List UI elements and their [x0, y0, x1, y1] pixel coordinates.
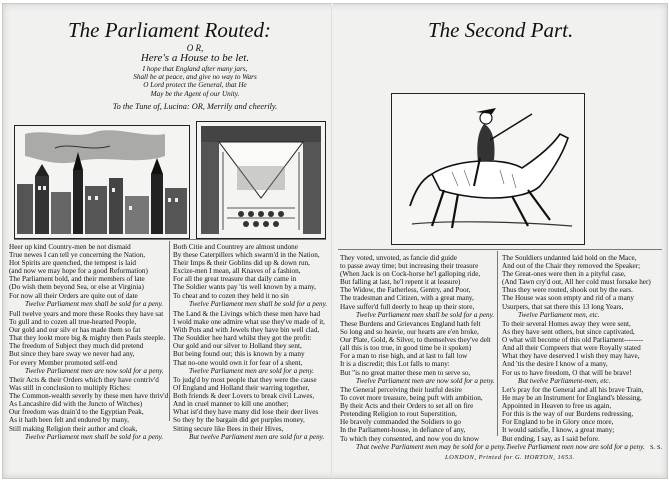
right-col1-stanza-1 [340, 254, 494, 319]
refrain: Twelve Parliament men are sold for a peny. [189, 366, 314, 375]
verse-line: For us to have freedom, O that will be brave! [502, 368, 632, 377]
verse-line: (and now we may hope for a good Reformation) [9, 267, 148, 276]
left-intro [95, 65, 295, 98]
verse-line: Hot Spirits are quenched, the tempest is laid [9, 259, 136, 268]
refrain: But twelve Parliament-men, etc. [518, 376, 611, 385]
verse-line: to passe away time; but increasing their treasure [340, 262, 479, 271]
verse-line: The Souldiers undanted laid hold on the Mace, [502, 254, 637, 262]
verse-line: Thus they were routed, shook out by the ears. [502, 286, 633, 295]
verse-line: Their Acts & their Orders which they have contriv'd [9, 376, 159, 384]
verse-line: So they by the bargain did get purples money, [173, 416, 305, 425]
refrain: Twelve Parliament men now are sold for a peny. [506, 442, 645, 451]
verse-line: As Lancashire did with the Juncto of Witches) [9, 400, 143, 409]
verse-line: (Do wish them beyond Sea, or else at Virginia) [9, 283, 144, 292]
verse-line: To which they consented, and now you do know [340, 434, 480, 443]
verse-line: Their Imps & their Goblins did up & down run, [173, 259, 310, 268]
verse-line: With Pots and with Jewels they have bin well clad, [173, 326, 320, 335]
verse-line: They voted, unvoted, as fancie did guide [340, 254, 457, 262]
intro-line: O Lord protect the General, that He [143, 81, 247, 90]
verse-line: To gull and to cozen all true-hearted People, [9, 318, 137, 327]
center-fold [331, 3, 333, 477]
verse-line: Usurpers, that sat there this 13 long Years, [502, 302, 624, 311]
intro-line: May be the Agent of our Unity. [150, 89, 240, 98]
verse-line: To cheat and to cozen they held it no sin [173, 291, 289, 300]
verse-line: For every Member promoted self-end [9, 358, 118, 367]
verse-line: What ist'd they have many did lose their deer lives [173, 408, 319, 417]
right-col2-stanza-1 [502, 254, 651, 319]
verse-line: Excize-men I mean, all Knaves of a fashion, [173, 267, 301, 276]
verse-line: Have suffer'd full deerly to heap up their store, [340, 302, 475, 311]
rule [338, 249, 662, 250]
verse-line: The General perceiving their lustful desire [340, 386, 462, 394]
verse-line: The Great-ones were then in a pityful case, [502, 270, 626, 279]
woodcut-parliament-house [196, 121, 326, 239]
refrain: Twelve Parliament men shall be sold for a peny. [356, 310, 495, 319]
column-rule [169, 241, 170, 421]
intro-line: I hope that England after many jars, [142, 65, 248, 73]
verse-line: So long and so heavie, our hearts are e'en broke, [340, 328, 479, 337]
printer-mark: S. S. [650, 444, 663, 451]
left-col1-stanza-1 [9, 243, 163, 308]
verse-line: By their Acts and their Orders to set all on fire [340, 402, 474, 411]
verse-line: But falling at last, he'l repent it at leasure) [340, 278, 461, 287]
verse-line: The freedom of Subject they much did pretend [9, 342, 144, 351]
woodcut-horseman [391, 93, 585, 245]
woodcut-city-skyline [14, 125, 190, 239]
imprint: LONDON, Printed for G. HORTON, 1653. [445, 454, 575, 461]
verse-line: For a man to rise high, and at last to fall low [340, 352, 468, 361]
verse-line: He bravely commanded the Soldiers to go [340, 418, 461, 427]
verse-line: To judg'd by most people that they were the cause [173, 376, 317, 384]
verse-line: The Widow, the Fatherless, Gentry, and Poor, [340, 286, 471, 295]
verse-line: Pretending Religion to rout Superstition, [340, 410, 457, 419]
verse-line: (When Jack is on Cock-horse he'l galloping ride, [340, 270, 481, 279]
right-col2-stanza-3 [502, 386, 645, 451]
intro-line: Shall be at peace, and give no way to Wars [133, 73, 257, 82]
verse-line: As it hath been felt and endured by many, [9, 416, 129, 425]
or-line: O R, [186, 43, 204, 53]
rule [14, 239, 326, 240]
verse-line: But "is no great matter these men to serve so, [340, 368, 471, 377]
verse-line: I wold make one admire what use they've made of it, [173, 318, 325, 327]
verse-line: The Common-wealth severly by these men have thriv'd [9, 392, 169, 401]
verse-line: To covet more treasure, being puft with ambition, [340, 394, 483, 403]
verse-line: And 'tis the desire I know of a many, [502, 360, 608, 369]
verse-line: What they have deserved I wish they may have, [502, 352, 640, 361]
verse-line: The Soldier wants pay 'tis well known by a many, [173, 283, 316, 292]
verse-line: For England to be in Glory once more, [502, 418, 614, 427]
right-col2-stanza-2 [502, 320, 643, 385]
verse-line: Our gold and our silver to Holland they sent, [173, 342, 302, 351]
verse-line: The Land & the Livings which these men have had [173, 310, 321, 318]
verse-line: To their several Homes away they were sent, [502, 320, 631, 328]
refrain: Twelve Parliament men are now sold for a peny. [25, 366, 164, 375]
verse-line: O what will become of this old Parliament-------- [502, 336, 644, 345]
right-col1-stanza-2 [340, 320, 495, 385]
left-title: The Parliament Routed: [68, 18, 271, 42]
verse-line: In the Parliament-house, in defiance of any, [340, 426, 466, 435]
verse-line: It would satisfie, I know, a great many; [502, 426, 615, 435]
verse-line: Was still in conclusion to multiply Riches: [9, 384, 132, 393]
left-col1-stanza-3 [9, 376, 168, 441]
refrain: But twelve Parliament men are sold for a peny. [189, 432, 325, 441]
verse-line: Appointed in Heaven to free us again, [502, 402, 612, 411]
right-col1-stanza-3 [340, 386, 506, 451]
verse-line: Sitting secure like Bees in their Hives, [173, 424, 284, 433]
verse-line: For this is the way of our Burdens redressing, [502, 410, 634, 419]
verse-line: And all their Compeers that were Royally stated [502, 344, 641, 353]
verse-line: That no-one would own it for fear of a shent, [173, 358, 303, 367]
left-col1-stanza-2 [9, 310, 165, 375]
verse-line: These Burdens and Grievances England hath felt [340, 320, 481, 328]
left-col2-stanza-1 [173, 243, 327, 308]
verse-line: Our gold and our silv er has made them so fat [9, 326, 141, 335]
tune-line: To the Tune of, Lucina: OR, Merrily and cheerily. [112, 102, 278, 111]
verse-line: By these Caterpillers which swarm'd in the Nation, [173, 251, 320, 260]
verse-line: For now all their Orders are quite out of date [9, 291, 138, 300]
refrain: Twelve Parliament men shall be sold for a peny. [25, 299, 164, 308]
left-col2-stanza-3 [173, 376, 324, 441]
refrain: Twelve Parliament men shall be sold for a peny. [189, 299, 328, 308]
verse-line: Of England and Holland their warring together, [173, 384, 310, 393]
verse-line: Both friends & deer Lovers to break civil Lawes, [173, 392, 315, 401]
left-subtitle: Here's a House to be let. [140, 52, 250, 64]
verse-line: The tradesman and Citizen, with a great many, [340, 294, 474, 303]
verse-line: Still making Religion their author and cloak, [9, 424, 138, 433]
right-title: The Second Part. [428, 18, 574, 42]
verse-line: The House was soon empty and rid of a many [502, 294, 634, 303]
verse-line: But since they bare sway we never had any, [9, 350, 135, 359]
verse-line: That they lookt more big & mighty then Pauls steeple. [9, 334, 166, 343]
verse-line: As they have sent others, but since captivated, [502, 328, 635, 337]
verse-line: The Parliament bold, and their members of late [9, 275, 145, 284]
verse-line: But ending, I say, as I said before. [502, 434, 600, 443]
verse-line: Let's pray for the General and all his brave Train, [502, 386, 644, 394]
verse-line: It is a discredit; this Lot falls to many: [340, 360, 450, 369]
verse-line: Full twelve years and more these Rooks they have sat [9, 310, 164, 318]
verse-line: Our freedom was drain'd to the Egyptian Peak, [9, 408, 144, 417]
verse-line: True newes I can tell ye concerning the Nation, [9, 251, 146, 260]
refrain: Twelve Parliament men are now sold for a peny. [356, 376, 495, 385]
verse-line: The Souldier hee hard whilst they got the profit: [173, 334, 312, 343]
verse-line: He may be an Instrument for England's blessing, [502, 394, 642, 403]
verse-line: (And Tawn cry'd out, All her cold must forsake her) [502, 278, 651, 287]
left-col2-stanza-2 [173, 310, 325, 375]
verse-line: For all the great treasure that daily came in [173, 275, 297, 284]
verse-line: And out of the Chair they removed the Speaker; [502, 262, 641, 271]
refrain: Twelve Parliament men shall be sold for a peny. [25, 432, 164, 441]
verse-line: But being found out; this is known by a many [173, 350, 305, 359]
verse-line: Both Citie and Countrey are almost undone [173, 243, 298, 251]
verse-line: (all this is too true, in good time be it spoken) [340, 344, 472, 353]
verse-line: Our Plate, Gold, & Silver, to themselves they've delt [340, 336, 491, 345]
verse-line: Heer up kind Country-men be not dismaid [9, 243, 131, 251]
refrain: That twelve Parliament men may be sold for a peny. [356, 442, 506, 451]
verse-line: And in cruel manner to kill one another; [173, 400, 289, 409]
refrain: Twelve Parliament men, etc. [518, 310, 600, 319]
